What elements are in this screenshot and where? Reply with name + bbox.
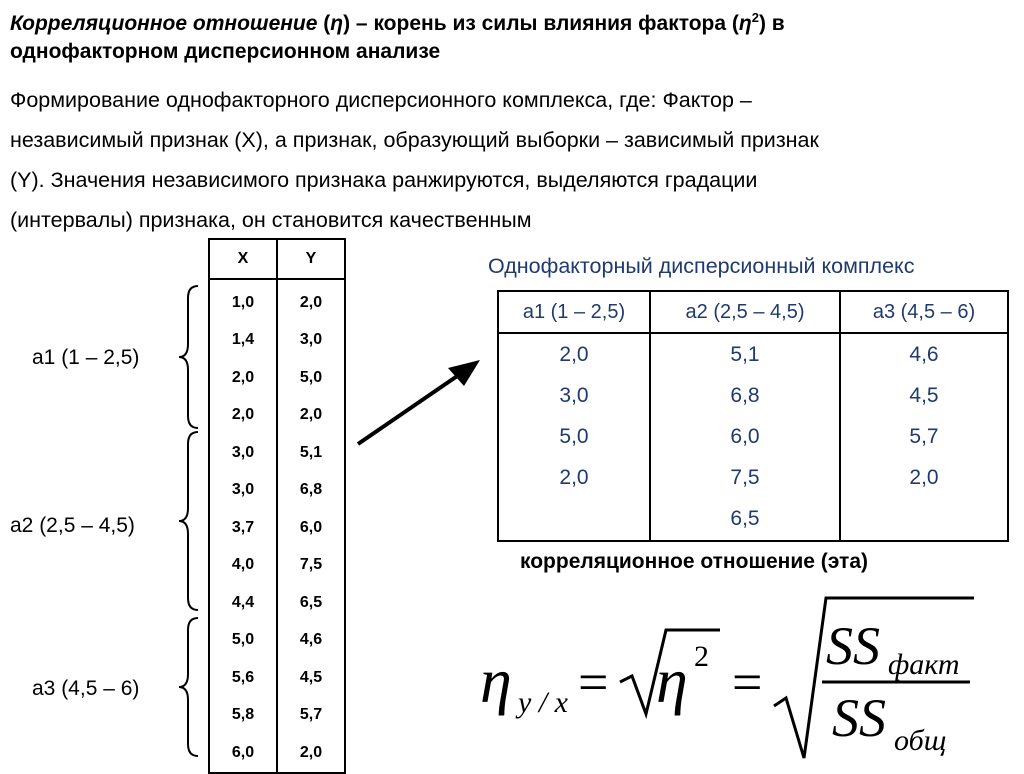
complex-title: Однофакторный дисперсионный комплекс <box>488 254 915 278</box>
title-eta: η <box>330 12 344 35</box>
group-label-a2: а2 (2,5 – 4,5) <box>10 514 135 537</box>
a3-cell: 4,6 <box>840 333 1008 375</box>
eta-formula <box>470 590 990 760</box>
y-cell: 6,8 <box>277 472 345 510</box>
x-cell: 2,0 <box>209 359 277 397</box>
x-cell: 4,0 <box>209 547 277 585</box>
a1-cell <box>498 498 650 541</box>
formula-ss-bottom: SS <box>832 688 886 748</box>
x-cell: 1,4 <box>209 322 277 360</box>
formula-equals-1: = <box>578 652 609 712</box>
table-row <box>209 397 345 435</box>
arrow-icon <box>352 356 484 450</box>
header-y: Y <box>277 239 345 279</box>
table-row <box>209 434 345 472</box>
title-sup: 2 <box>751 10 759 25</box>
table-row <box>209 697 345 735</box>
table-row <box>498 333 1008 375</box>
intro-paragraph <box>10 80 1010 240</box>
a1-cell: 2,0 <box>498 457 650 498</box>
a3-cell: 4,5 <box>840 375 1008 416</box>
y-cell: 4,6 <box>277 622 345 660</box>
table-row <box>209 734 345 773</box>
y-cell: 3,0 <box>277 322 345 360</box>
y-cell: 7,5 <box>277 547 345 585</box>
formula-fact: факт <box>888 648 960 681</box>
x-cell: 6,0 <box>209 734 277 773</box>
group-label-a1: а1 (1 – 2,5) <box>32 346 140 369</box>
formula-total: общ <box>894 724 947 757</box>
a2-cell: 6,0 <box>650 416 840 457</box>
formula-power: 2 <box>694 640 709 673</box>
a2-cell: 6,5 <box>650 498 840 541</box>
x-cell: 5,6 <box>209 659 277 697</box>
intro-line-1: Формирование однофакторного дисперсионного комплекса, где: Фактор – <box>10 88 752 112</box>
table-row <box>209 622 345 660</box>
title-middle: ) – корень из силы влияния фактора ( <box>343 12 739 35</box>
a1-cell: 3,0 <box>498 375 650 416</box>
table-row <box>209 509 345 547</box>
x-cell: 3,0 <box>209 472 277 510</box>
formula-ss-top: SS <box>826 616 880 676</box>
a2-cell: 6,8 <box>650 375 840 416</box>
formula-equals-2: = <box>732 652 763 712</box>
y-cell: 6,0 <box>277 509 345 547</box>
x-cell: 5,8 <box>209 697 277 735</box>
x-cell: 2,0 <box>209 397 277 435</box>
table-row <box>209 472 345 510</box>
table-row <box>209 547 345 585</box>
table-row <box>209 584 345 622</box>
intro-line-2: независимый признак (X), а признак, образующий выборки – зависимый признак <box>10 128 819 152</box>
intro-line-3: (Y). Значения независимого признака ранжируются, выделяются градации <box>10 168 758 192</box>
brace-icon-a2 <box>176 430 200 612</box>
x-cell: 1,0 <box>209 279 277 322</box>
title-eta-squared: η <box>738 12 752 35</box>
group-label-a3: а3 (4,5 – 6) <box>32 677 140 700</box>
y-cell: 2,0 <box>277 279 345 322</box>
x-cell: 3,0 <box>209 434 277 472</box>
xy-header-row <box>209 239 345 279</box>
table-row <box>498 498 1008 541</box>
complex-table <box>497 290 1009 542</box>
a3-cell: 5,7 <box>840 416 1008 457</box>
complex-header-row <box>498 291 1008 333</box>
y-cell: 2,0 <box>277 734 345 773</box>
header-a3: а3 (4,5 – 6) <box>840 291 1008 333</box>
title-term: Корреляционное отношение <box>10 12 318 35</box>
title-end: ) в <box>758 12 785 35</box>
formula-eta-squared: η <box>656 645 688 716</box>
brace-icon-a3 <box>176 616 200 758</box>
x-cell: 4,4 <box>209 584 277 622</box>
a2-cell: 5,1 <box>650 333 840 375</box>
slide-title <box>10 4 1010 66</box>
header-x: X <box>209 239 277 279</box>
header-a1: а1 (1 – 2,5) <box>498 291 650 333</box>
a3-cell: 2,0 <box>840 457 1008 498</box>
table-row <box>209 359 345 397</box>
xy-data-table <box>208 238 346 774</box>
title-line2: однофакторном дисперсионном анализе <box>10 40 441 63</box>
table-row <box>498 457 1008 498</box>
formula-eta: η <box>480 645 512 716</box>
title-paren-open: ( <box>317 12 331 35</box>
x-cell: 3,7 <box>209 509 277 547</box>
eta-label: корреляционное отношение (эта) <box>520 550 869 573</box>
table-row <box>209 279 345 322</box>
y-cell: 2,0 <box>277 397 345 435</box>
a1-cell: 2,0 <box>498 333 650 375</box>
a2-cell: 7,5 <box>650 457 840 498</box>
a1-cell: 5,0 <box>498 416 650 457</box>
table-row <box>209 322 345 360</box>
a3-cell <box>840 498 1008 541</box>
y-cell: 6,5 <box>277 584 345 622</box>
y-cell: 5,1 <box>277 434 345 472</box>
formula-subscript: y / x <box>518 686 568 719</box>
intro-line-4: (интервалы) признака, он становится качественным <box>10 208 532 232</box>
y-cell: 5,0 <box>277 359 345 397</box>
y-cell: 4,5 <box>277 659 345 697</box>
header-a2: а2 (2,5 – 4,5) <box>650 291 840 333</box>
brace-icon-a1 <box>176 284 200 430</box>
table-row <box>498 416 1008 457</box>
x-cell: 5,0 <box>209 622 277 660</box>
y-cell: 5,7 <box>277 697 345 735</box>
table-row <box>498 375 1008 416</box>
table-row <box>209 659 345 697</box>
